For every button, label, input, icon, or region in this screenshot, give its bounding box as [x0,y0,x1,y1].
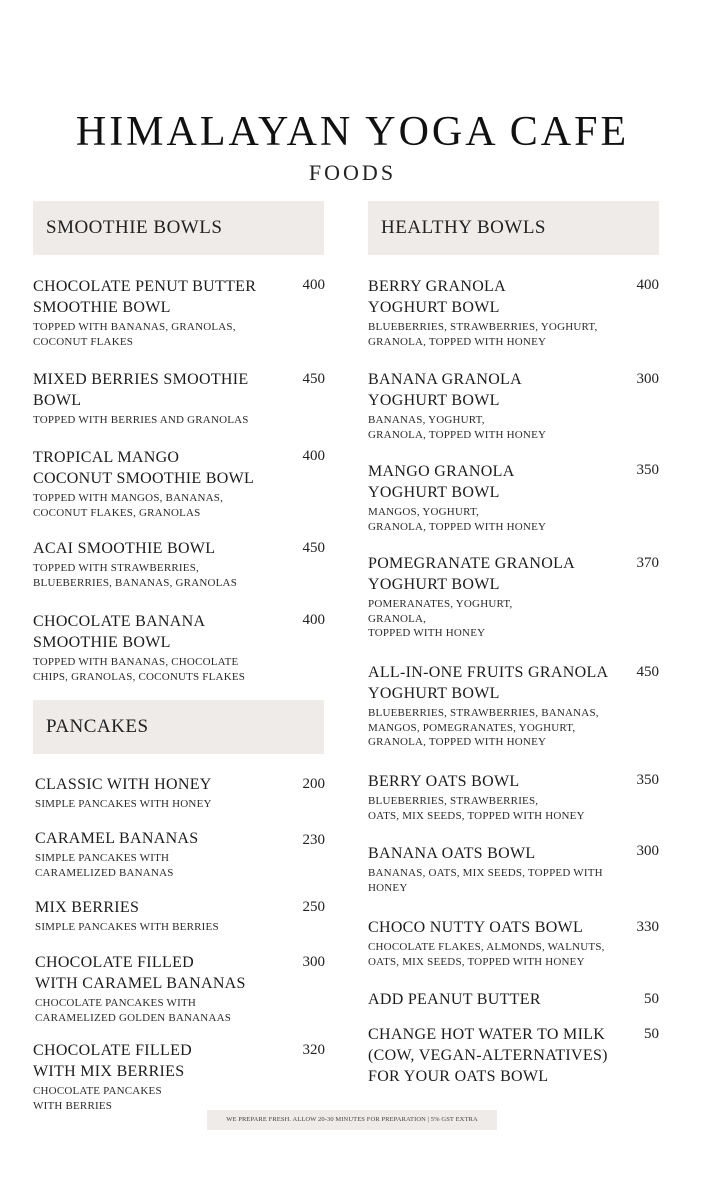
item-price: 350 [636,772,659,788]
item-name: CHOCOLATE PENUT BUTTER SMOOTHIE BOWL [33,278,257,316]
item-price: 300 [302,954,325,970]
item-description: TOPPED WITH BANANAS, GRANOLAS, COCONUT FLAKES [33,321,236,348]
item-description: BLUEBERRIES, STRAWBERRIES, BANANAS, MANGOS, POMEGRANATES, YOGHURT, GRANOLA, TOPPED WITH HONEY [368,707,599,748]
item-price: 400 [302,277,325,293]
item-description: BLUEBERRIES, STRAWBERRIES, YOGHURT, GRANOLA, TOPPED WITH HONEY [368,321,598,348]
item-name: BANANA OATS BOWL [368,845,536,862]
menu-item [368,989,630,1010]
menu-item [35,774,295,812]
item-name: CHOCOLATE FILLED WITH MIX BERRIES [33,1042,193,1080]
menu-item [368,917,630,969]
item-price: 50 [644,1026,659,1042]
item-description: BANANAS, YOGHURT, GRANOLA, TOPPED WITH HONEY [368,414,547,441]
item-price: 450 [636,664,659,680]
item-description: SIMPLE PANCAKES WITH BERRIES [35,921,219,933]
item-description: CHOCOLATE PANCAKES WITH CARAMELIZED GOLDEN BANANAAS [35,997,232,1024]
item-price: 400 [302,612,325,628]
item-description: TOPPED WITH STRAWBERRIES, BLUEBERRIES, BANANAS, GRANOLAS [33,562,238,589]
menu-item [33,447,293,520]
item-price: 370 [636,555,659,571]
item-price: 400 [302,448,325,464]
item-name: CARAMEL BANANAS [35,830,199,847]
item-name: TROPICAL MANGO COCONUT SMOOTHIE BOWL [33,449,255,487]
item-price: 300 [636,371,659,387]
menu-item [368,276,630,349]
menu-item [368,553,630,641]
item-name: ACAI SMOOTHIE BOWL [33,540,216,557]
menu-item [33,1040,293,1113]
item-price: 450 [302,371,325,387]
item-name: CHOCO NUTTY OATS BOWL [368,919,584,936]
menu-item [33,538,293,590]
menu-item [368,1024,630,1087]
item-description: BLUEBERRIES, STRAWBERRIES, OATS, MIX SEEDS, TOPPED WITH HONEY [368,795,585,822]
item-price: 450 [302,540,325,556]
item-name: POMEGRANATE GRANOLA YOGHURT BOWL [368,555,576,593]
item-name: MIX BERRIES [35,899,140,916]
item-price: 400 [636,277,659,293]
section-healthy-bowls: HEALTHY BOWLS [368,201,659,255]
menu-item [35,897,295,935]
item-name: CHOCOLATE FILLED WITH CARAMEL BANANAS [35,954,246,992]
menu-item [368,843,630,895]
item-name: CHOCOLATE BANANA SMOOTHIE BOWL [33,613,206,651]
menu-title: HIMALAYAN YOGA CAFE [75,109,630,155]
item-description: POMERANATES, YOGHURT, GRANOLA, TOPPED WITH HONEY [368,598,513,639]
footer-note: WE PREPARE FRESH. ALLOW 20-30 MINUTES FOR PREPARATION | 5% GST EXTRA [207,1110,497,1130]
menu-item [368,771,630,823]
item-price: 250 [302,899,325,915]
menu-item [368,369,630,442]
item-price: 300 [636,843,659,859]
section-smoothie-bowls: SMOOTHIE BOWLS [33,201,324,255]
item-name: MANGO GRANOLA YOGHURT BOWL [368,463,515,501]
item-name: CLASSIC WITH HONEY [35,776,212,793]
item-price: 200 [302,776,325,792]
item-name: BERRY OATS BOWL [368,773,520,790]
item-description: BANANAS, OATS, MIX SEEDS, TOPPED WITH HONEY [368,867,603,894]
item-price: 230 [302,832,325,848]
item-name: BERRY GRANOLA YOGHURT BOWL [368,278,506,316]
item-description: CHOCOLATE FLAKES, ALMONDS, WALNUTS, OATS, MIX SEEDS, TOPPED WITH HONEY [368,941,605,968]
item-price: 330 [636,919,659,935]
item-name: BANANA GRANOLA YOGHURT BOWL [368,371,522,409]
item-name: MIXED BERRIES SMOOTHIE BOWL [33,371,249,409]
item-price: 350 [636,462,659,478]
menu-item [368,461,630,534]
item-name: CHANGE HOT WATER TO MILK (COW, VEGAN-ALTERNATIVES) FOR YOUR OATS BOWL [368,1026,608,1085]
item-description: TOPPED WITH BERRIES AND GRANOLAS [33,414,249,426]
item-price: 320 [302,1042,325,1058]
item-name: ADD PEANUT BUTTER [368,991,541,1008]
item-description: TOPPED WITH MANGOS, BANANAS, COCONUT FLAKES, GRANOLAS [33,492,224,519]
menu-subtitle: FOODS [308,160,397,185]
menu-item [33,369,293,428]
menu-item [33,276,293,349]
menu-item [35,828,295,880]
item-price: 50 [644,991,659,1007]
section-pancakes: PANCAKES [33,700,324,754]
item-description: SIMPLE PANCAKES WITH CARAMELIZED BANANAS [35,852,174,879]
menu-item [35,952,295,1025]
item-name: ALL-IN-ONE FRUITS GRANOLA YOGHURT BOWL [368,664,609,702]
item-description: CHOCOLATE PANCAKES WITH BERRIES [33,1085,162,1112]
menu-item [368,662,630,750]
item-description: TOPPED WITH BANANAS, CHOCOLATE CHIPS, GRANOLAS, COCONUTS FLAKES [33,656,246,683]
item-description: MANGOS, YOGHURT, GRANOLA, TOPPED WITH HONEY [368,506,547,533]
menu-item [33,611,293,684]
item-description: SIMPLE PANCAKES WITH HONEY [35,798,212,810]
